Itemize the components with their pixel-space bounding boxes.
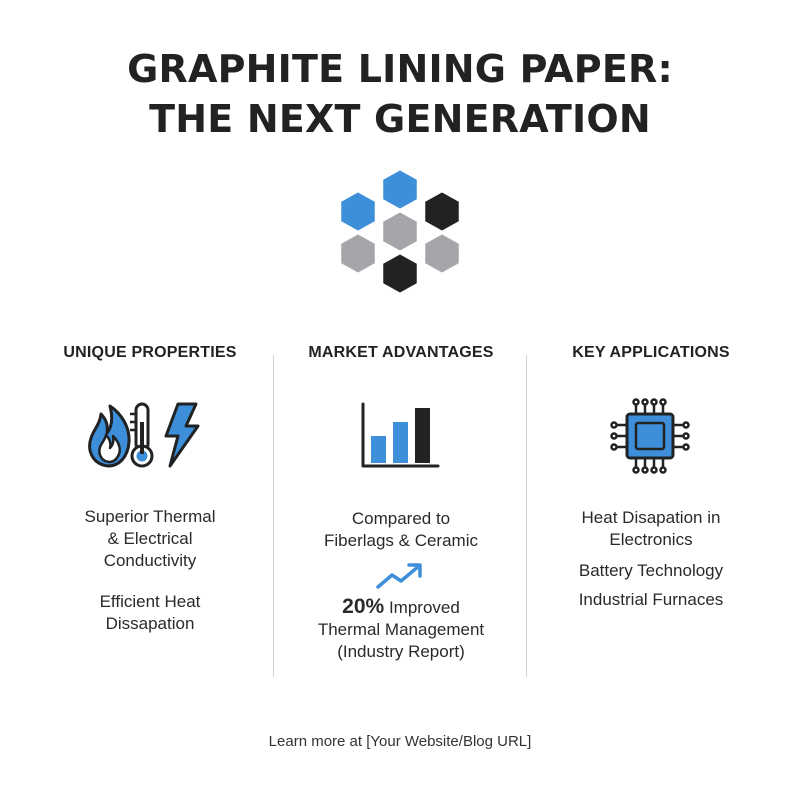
column-divider xyxy=(273,355,274,677)
hex-upper-right xyxy=(424,191,460,232)
hex-lower-left xyxy=(340,233,376,274)
column-divider xyxy=(526,355,527,677)
title-line-2: THE NEXT GENERATION xyxy=(149,97,651,141)
property-line: Dissapation xyxy=(105,614,195,633)
property-line: Efficient Heat xyxy=(99,592,201,611)
stat-line-2: Thermal Management xyxy=(317,620,485,639)
thermometer-icon xyxy=(130,404,152,466)
footer-link-text[interactable]: Learn more at [Your Website/Blog URL] xyxy=(268,733,532,750)
page-title xyxy=(0,44,800,144)
hex-center xyxy=(382,211,418,252)
application-battery xyxy=(530,560,772,582)
applications-column xyxy=(530,342,772,364)
stat-line-3: (Industry Report) xyxy=(337,642,465,661)
stat-value: 20% xyxy=(342,595,385,618)
applications-heading: KEY APPLICATIONS xyxy=(572,344,730,361)
lightning-icon xyxy=(166,404,198,466)
bar-chart-icon xyxy=(360,402,440,470)
properties-icons xyxy=(86,400,202,470)
market-column xyxy=(278,342,524,364)
stat-label: Improved xyxy=(388,598,460,617)
property-conductivity xyxy=(28,506,272,572)
application-line: Heat Disapation in xyxy=(581,508,721,527)
market-stat xyxy=(278,596,524,663)
market-heading: MARKET ADVANTAGES xyxy=(308,344,494,361)
property-heat-dissipation xyxy=(28,591,272,635)
comparison-line: Compared to xyxy=(351,509,451,528)
application-furnaces xyxy=(530,589,772,611)
property-line: Superior Thermal xyxy=(84,507,216,526)
bar-1 xyxy=(371,436,386,463)
comparison-line: Fiberlags & Ceramic xyxy=(324,531,478,550)
application-line: Industrial Furnaces xyxy=(578,590,724,609)
hex-lower-right xyxy=(424,233,460,274)
properties-column xyxy=(28,342,272,364)
stat-line-1 xyxy=(278,596,524,619)
property-line: & Electrical xyxy=(107,529,193,548)
market-comparison xyxy=(278,508,524,552)
application-line: Battery Technology xyxy=(578,561,724,580)
trend-up-arrow-icon xyxy=(376,562,426,590)
bar-2 xyxy=(393,422,408,463)
property-line: Conductivity xyxy=(103,551,197,570)
bar-3 xyxy=(415,408,430,463)
flame-icon xyxy=(90,406,129,466)
microchip-icon xyxy=(608,398,692,474)
application-electronics xyxy=(530,507,772,551)
application-line: Electronics xyxy=(609,530,693,549)
title-line-1: GRAPHITE LINING PAPER: xyxy=(127,47,673,91)
hex-bottom xyxy=(382,253,418,294)
hexagon-cluster-icon xyxy=(328,160,472,304)
properties-heading: UNIQUE PROPERTIES xyxy=(63,344,237,361)
hex-upper-left xyxy=(340,191,376,232)
hex-top xyxy=(382,169,418,210)
